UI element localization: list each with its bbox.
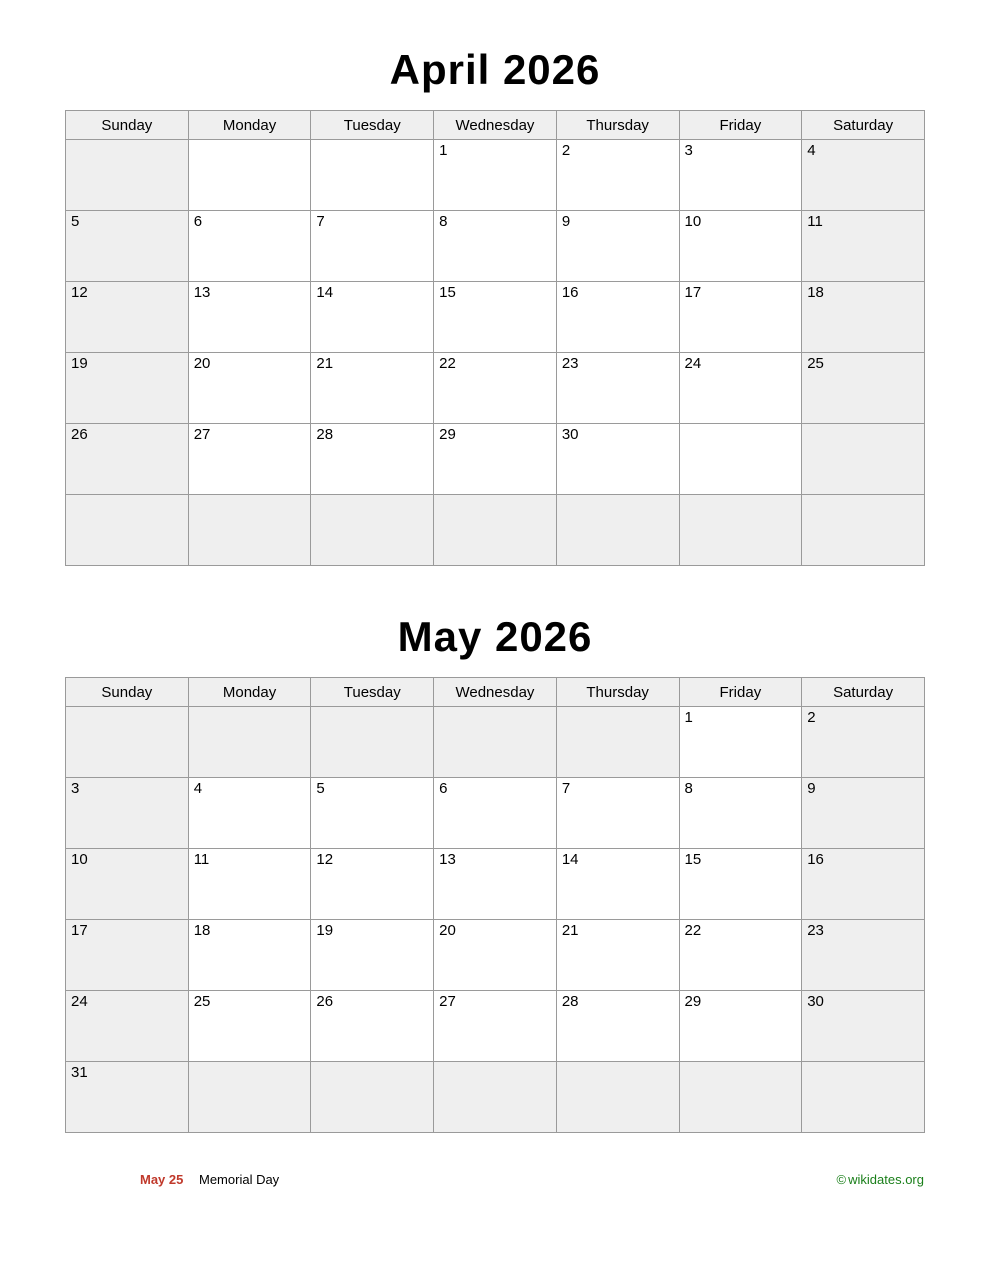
month-title: May 2026 [397, 613, 593, 660]
calendar-cell: 18 [802, 282, 925, 353]
calendar-cell: 27 [434, 991, 557, 1062]
calendar-cell: 27 [188, 424, 311, 495]
calendar-cell: 25 [188, 991, 311, 1062]
calendar-cell: 22 [434, 353, 557, 424]
calendar-cell: 10 [66, 849, 189, 920]
weekday-header-thursday: Thursday [556, 678, 679, 707]
calendar-cell [556, 1062, 679, 1133]
calendar-cell: 4 [188, 778, 311, 849]
calendar-cell: 1 [679, 707, 802, 778]
calendar-cell: 22 [679, 920, 802, 991]
site-credit-label: wikidates.org [848, 1172, 924, 1187]
calendar-cell: 28 [556, 991, 679, 1062]
month-block-april [65, 48, 925, 566]
calendar-cell [311, 707, 434, 778]
calendar-cell: 24 [679, 353, 802, 424]
calendar-cell: 13 [188, 282, 311, 353]
calendar-cell: 23 [802, 920, 925, 991]
calendar-cell [434, 707, 557, 778]
calendar-cell [556, 707, 679, 778]
calendar-cell: 19 [66, 353, 189, 424]
weekday-header-wednesday: Wednesday [434, 111, 557, 140]
calendar-cell [188, 707, 311, 778]
calendar-cell: 2 [802, 707, 925, 778]
calendar-cell: 8 [434, 211, 557, 282]
calendar-cell: 20 [188, 353, 311, 424]
calendar-cell: 3 [66, 778, 189, 849]
calendar-cell: 12 [66, 282, 189, 353]
calendar-cell: 1 [434, 140, 557, 211]
calendar-cell [679, 1062, 802, 1133]
weekday-header-friday: Friday [679, 111, 802, 140]
calendar-cell: 24 [66, 991, 189, 1062]
calendar-cell: 9 [802, 778, 925, 849]
calendar-cell: 17 [679, 282, 802, 353]
site-credit[interactable] [837, 1172, 924, 1187]
calendar-week-row [66, 991, 925, 1062]
calendar-cell [188, 1062, 311, 1133]
calendar-cell [311, 140, 434, 211]
calendar-cell: 5 [66, 211, 189, 282]
weekday-header-row [66, 678, 925, 707]
calendar-cell [434, 495, 557, 566]
calendar-cell: 11 [188, 849, 311, 920]
calendar-cell: 9 [556, 211, 679, 282]
weekday-header-friday: Friday [679, 678, 802, 707]
calendar-cell: 4 [802, 140, 925, 211]
weekday-header-sunday: Sunday [66, 111, 189, 140]
calendar-cell: 26 [311, 991, 434, 1062]
calendar-cell: 2 [556, 140, 679, 211]
calendar-cell [188, 495, 311, 566]
month-block-may [65, 615, 925, 1133]
calendar-cell: 5 [311, 778, 434, 849]
weekday-header-saturday: Saturday [802, 678, 925, 707]
weekday-header-wednesday: Wednesday [434, 678, 557, 707]
calendar-cell: 21 [311, 353, 434, 424]
calendar-cell: 15 [434, 282, 557, 353]
weekday-header-monday: Monday [188, 678, 311, 707]
calendar-cell: 21 [556, 920, 679, 991]
calendar-week-row [66, 424, 925, 495]
calendar-cell: 19 [311, 920, 434, 991]
calendar-cell [311, 495, 434, 566]
calendar-cell: 3 [679, 140, 802, 211]
calendar-week-row [66, 1062, 925, 1133]
calendar-cell: 13 [434, 849, 557, 920]
calendar-cell: 10 [679, 211, 802, 282]
weekday-header-tuesday: Tuesday [311, 111, 434, 140]
calendar-cell [66, 707, 189, 778]
calendar-cell: 29 [679, 991, 802, 1062]
copyright-icon: © [836, 1172, 847, 1187]
calendar-cell [188, 140, 311, 211]
calendar-grid-april [65, 110, 925, 566]
calendar-cell [679, 424, 802, 495]
weekday-header-monday: Monday [188, 111, 311, 140]
calendar-week-row [66, 140, 925, 211]
calendar-cell: 23 [556, 353, 679, 424]
calendar-cell [556, 495, 679, 566]
calendar-cell [66, 140, 189, 211]
calendar-grid-may [65, 677, 925, 1133]
calendar-cell: 15 [679, 849, 802, 920]
calendar-cell: 11 [802, 211, 925, 282]
calendar-cell: 26 [66, 424, 189, 495]
calendar-week-row [66, 495, 925, 566]
calendar-week-row [66, 778, 925, 849]
weekday-header-saturday: Saturday [802, 111, 925, 140]
calendar-week-row [66, 920, 925, 991]
calendar-cell [802, 424, 925, 495]
calendar-cell: 31 [66, 1062, 189, 1133]
calendar-cell: 20 [434, 920, 557, 991]
weekday-header-row [66, 111, 925, 140]
calendar-week-row [66, 353, 925, 424]
calendar-week-row [66, 282, 925, 353]
calendar-cell [311, 1062, 434, 1133]
calendar-cell: 8 [679, 778, 802, 849]
calendar-cell [66, 495, 189, 566]
calendar-cell: 14 [556, 849, 679, 920]
calendar-week-row [66, 211, 925, 282]
calendar-cell: 29 [434, 424, 557, 495]
holiday-name: Memorial Day [199, 1172, 280, 1187]
calendar-cell: 7 [311, 211, 434, 282]
calendar-cell: 17 [66, 920, 189, 991]
holiday-date: May 25 [140, 1172, 184, 1187]
calendar-cell: 28 [311, 424, 434, 495]
calendar-cell: 7 [556, 778, 679, 849]
footer [65, 1172, 924, 1196]
calendar-week-row [66, 707, 925, 778]
weekday-header-tuesday: Tuesday [311, 678, 434, 707]
calendar-cell [679, 495, 802, 566]
calendar-cell: 30 [556, 424, 679, 495]
calendar-cell: 6 [188, 211, 311, 282]
calendar-cell: 16 [802, 849, 925, 920]
calendar-cell: 18 [188, 920, 311, 991]
calendar-cell [802, 1062, 925, 1133]
calendar-cell: 30 [802, 991, 925, 1062]
holiday-legend [140, 1172, 279, 1187]
calendar-cell [434, 1062, 557, 1133]
calendar-cell: 6 [434, 778, 557, 849]
calendar-cell: 14 [311, 282, 434, 353]
calendar-cell: 12 [311, 849, 434, 920]
calendar-cell: 25 [802, 353, 925, 424]
calendar-week-row [66, 849, 925, 920]
calendar-cell [802, 495, 925, 566]
month-title: April 2026 [389, 46, 601, 93]
weekday-header-thursday: Thursday [556, 111, 679, 140]
calendar-cell: 16 [556, 282, 679, 353]
weekday-header-sunday: Sunday [66, 678, 189, 707]
